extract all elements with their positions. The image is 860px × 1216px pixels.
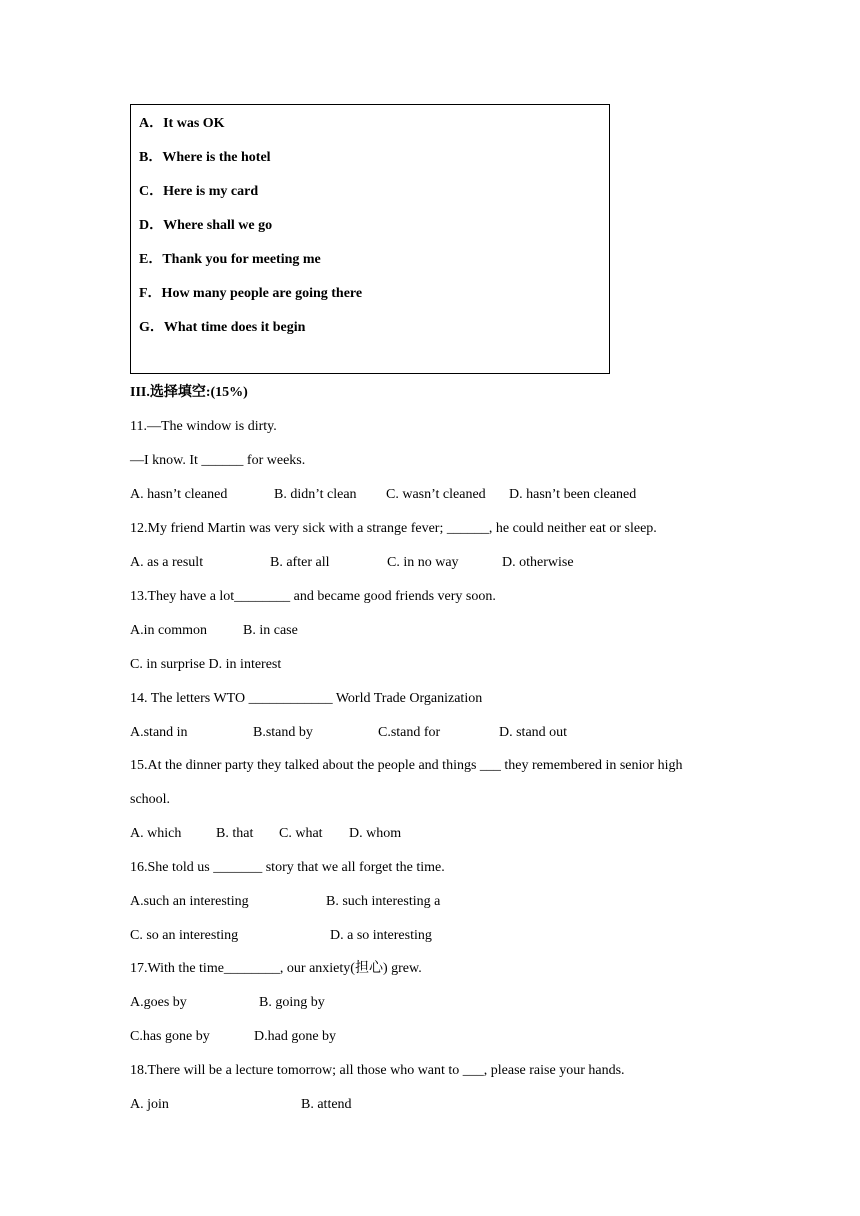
choice-a: A.such an interesting xyxy=(130,894,249,909)
choice-c: C.stand for xyxy=(378,725,441,740)
question-16-choices xyxy=(130,893,730,911)
choice-d: D. whom xyxy=(349,826,402,841)
section-title: III.选择填空:(15%) xyxy=(130,385,248,400)
option-e: E．Thank you for meeting me xyxy=(139,252,321,267)
choice-c: C.has gone by xyxy=(130,1029,210,1044)
question-17-stem: 17.With the time________, our anxiety(担心) grew. xyxy=(130,961,422,976)
choice-c: C. what xyxy=(279,826,323,841)
choice-b: B. such interesting a xyxy=(326,894,441,909)
question-15-stem-2: school. xyxy=(130,792,171,807)
answer-options-box xyxy=(130,104,610,374)
option-b: B．Where is the hotel xyxy=(139,150,271,165)
question-12-stem: 12.My friend Martin was very sick with a strange fever; ______, he could neither eat or sleep. xyxy=(130,521,657,536)
choice-a: A. as a result xyxy=(130,555,204,570)
question-13-stem: 13.They have a lot________ and became good friends very soon. xyxy=(130,589,496,604)
choice-a: A. hasn’t cleaned xyxy=(130,487,228,502)
option-f: F．How many people are going there xyxy=(139,286,363,301)
question-16-stem: 16.She told us _______ story that we all forget the time. xyxy=(130,860,445,875)
choice-a: A. which xyxy=(130,826,182,841)
choice-a: A.goes by xyxy=(130,995,187,1010)
choice-b: B. after all xyxy=(270,555,330,570)
choice-d: D. stand out xyxy=(499,725,568,740)
question-15-stem: 15.At the dinner party they talked about the people and things ___ they remembered in senior high xyxy=(130,758,683,773)
question-11-stem-2: —I know. It ______ for weeks. xyxy=(130,453,306,468)
question-16-choices-2 xyxy=(130,927,730,945)
question-15-choices xyxy=(130,825,730,843)
choice-d: D. a so interesting xyxy=(330,928,432,943)
question-13-choices-2: C. in surprise D. in interest xyxy=(130,657,282,672)
choice-d: D.had gone by xyxy=(254,1029,337,1044)
choice-b: B.stand by xyxy=(253,725,313,740)
choice-b: B. in case xyxy=(243,623,298,638)
question-18-stem: 18.There will be a lecture tomorrow; all those who want to ___, please raise your hands. xyxy=(130,1063,625,1078)
question-17-choices-2 xyxy=(130,1028,730,1046)
question-14-stem: 14. The letters WTO ____________ World Trade Organization xyxy=(130,691,483,706)
question-12-choices xyxy=(130,554,730,572)
choice-a: A. join xyxy=(130,1097,169,1112)
question-11-choices xyxy=(130,486,730,504)
option-c: C．Here is my card xyxy=(139,184,259,199)
choice-c: C. so an interesting xyxy=(130,928,239,943)
choice-b: B. attend xyxy=(301,1097,352,1112)
question-11-stem: 11.—The window is dirty. xyxy=(130,419,277,434)
choice-b: B. didn’t clean xyxy=(274,487,357,502)
question-13-choices xyxy=(130,622,730,640)
choice-c: C. in no way xyxy=(387,555,459,570)
option-g: G．What time does it begin xyxy=(139,320,306,335)
option-a: A．It was OK xyxy=(139,116,225,131)
choice-b: B. going by xyxy=(259,995,325,1010)
question-14-choices xyxy=(130,724,730,742)
choice-a: A.stand in xyxy=(130,725,188,740)
choice-d: D. otherwise xyxy=(502,555,574,570)
choice-c: C. wasn’t cleaned xyxy=(386,487,486,502)
choice-a: A.in common xyxy=(130,623,207,638)
question-18-choices xyxy=(130,1096,730,1114)
choice-b: B. that xyxy=(216,826,254,841)
choice-d: D. hasn’t been cleaned xyxy=(509,487,637,502)
option-d: D．Where shall we go xyxy=(139,218,273,233)
question-17-choices xyxy=(130,994,730,1012)
